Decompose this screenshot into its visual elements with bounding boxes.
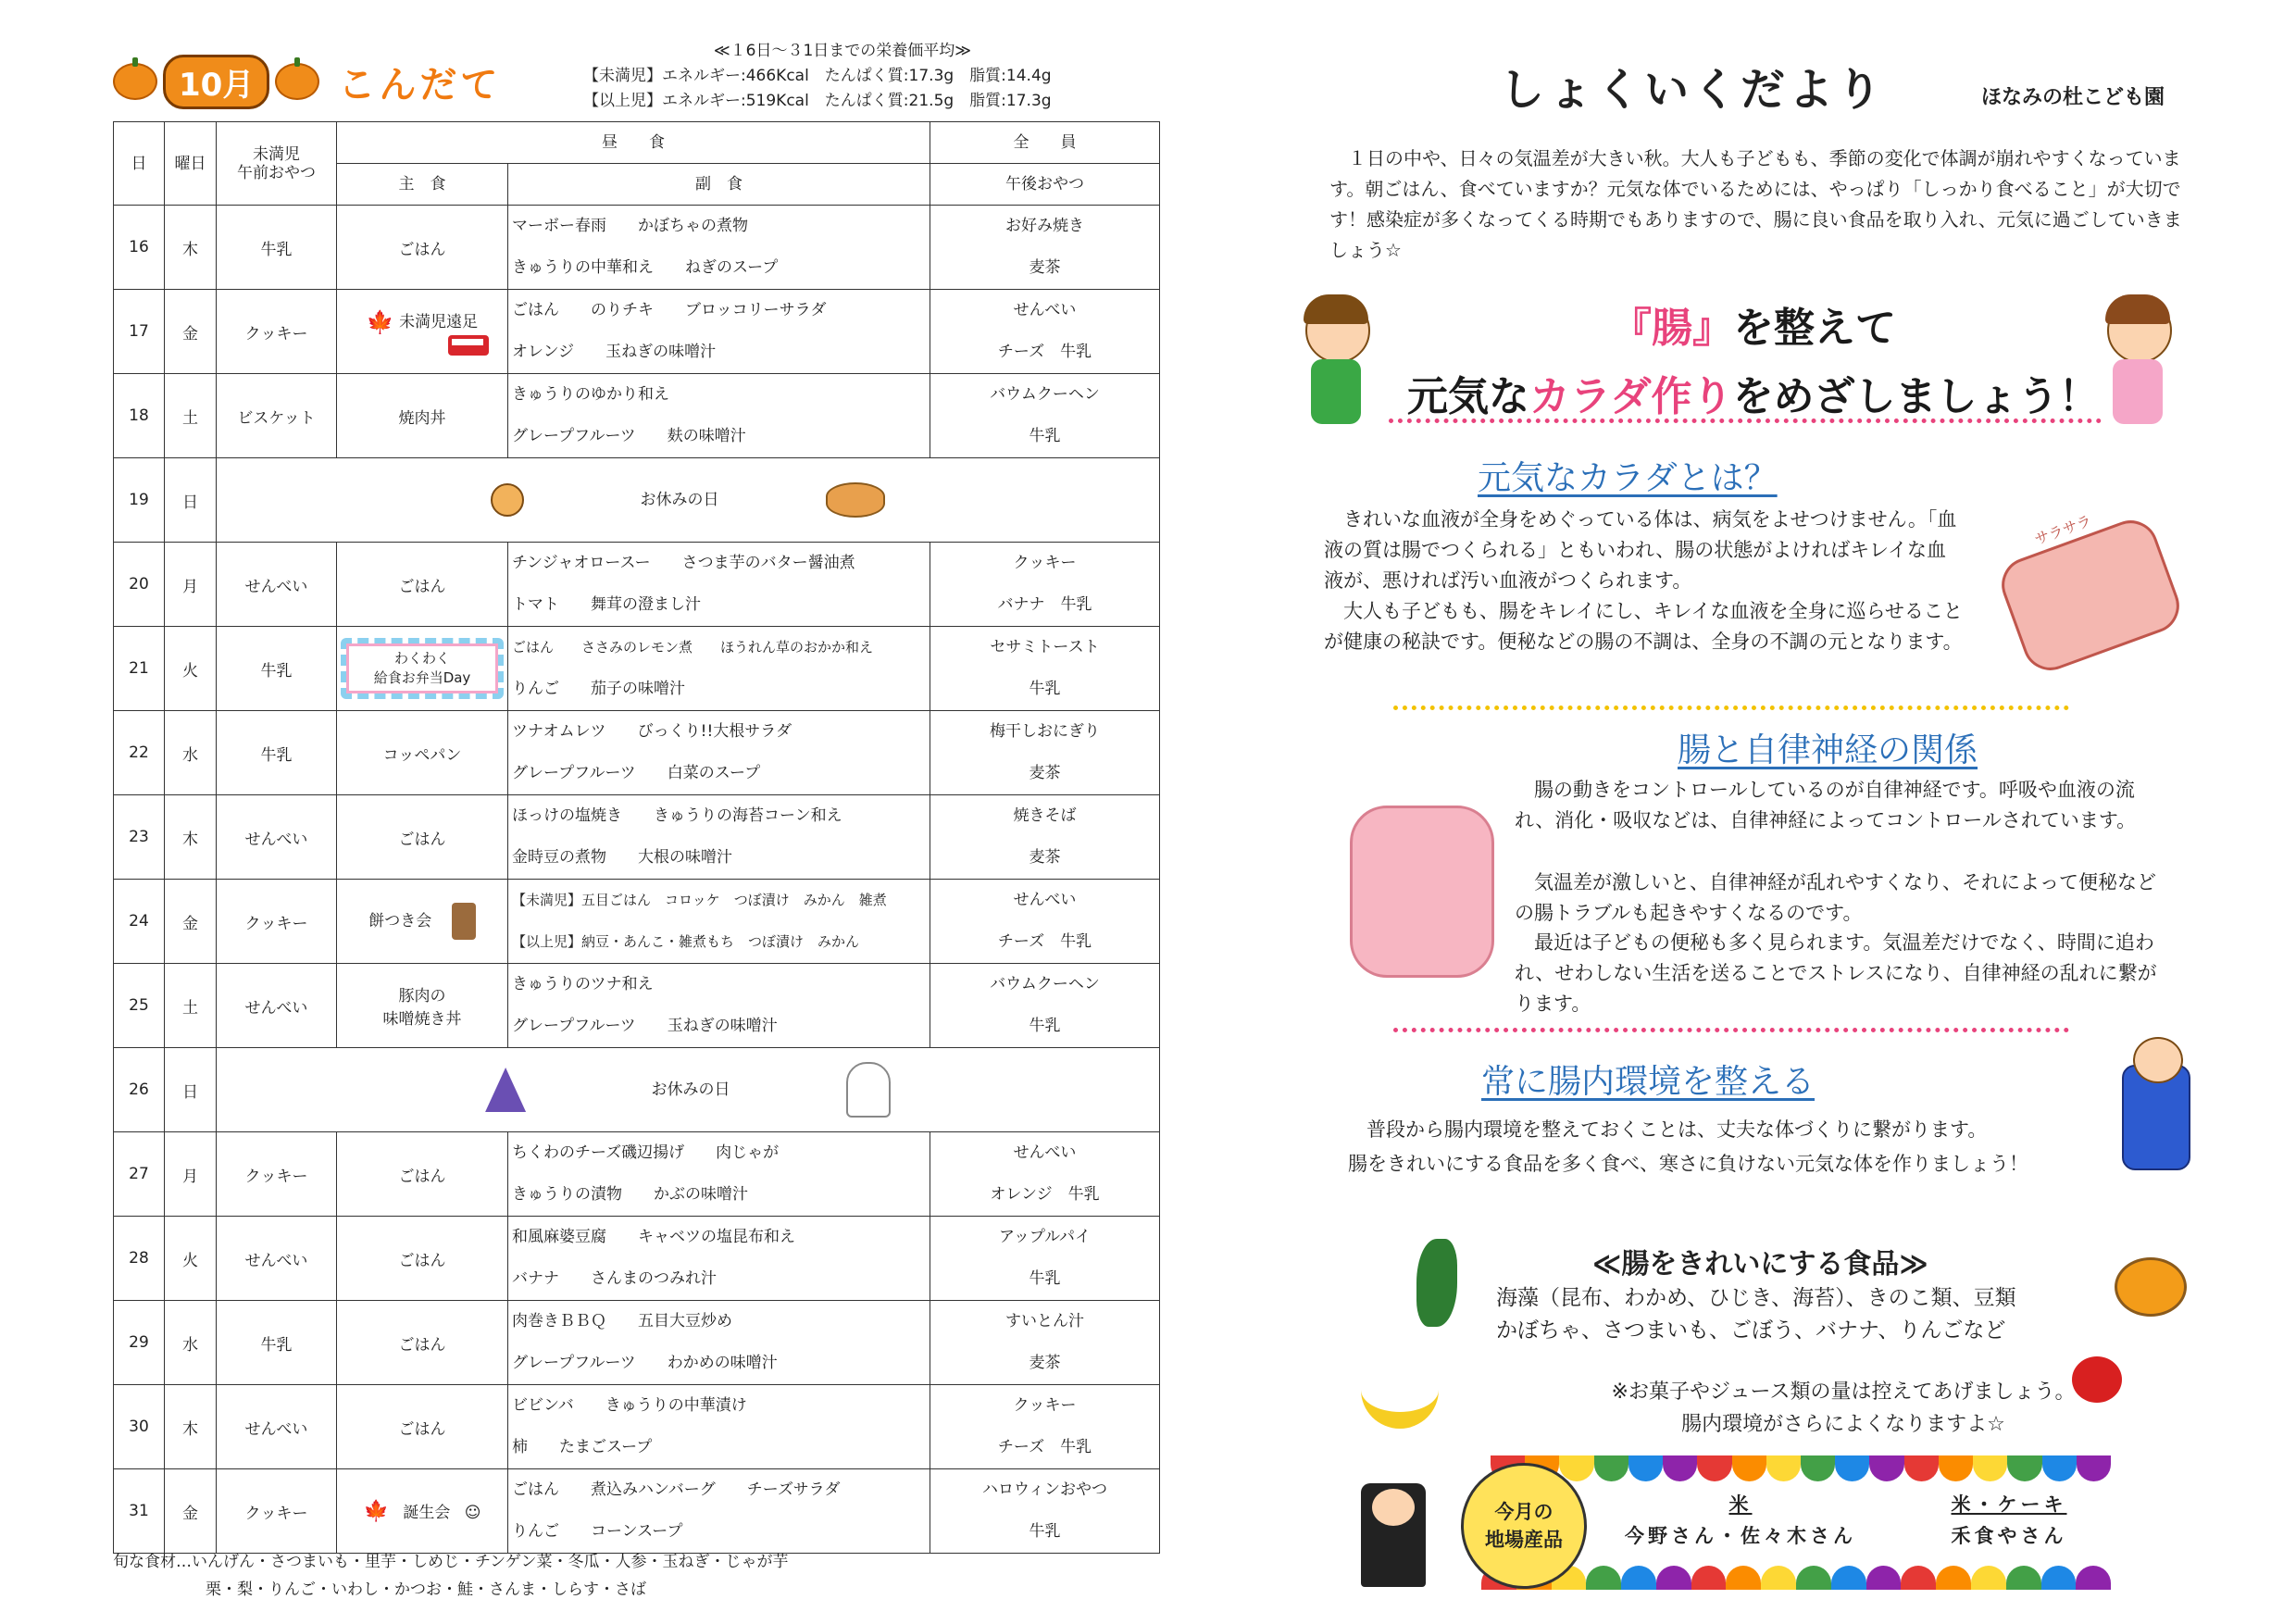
pm-line-1: せんべい bbox=[1013, 1143, 1077, 1162]
row-main bbox=[337, 627, 508, 711]
row-side bbox=[508, 374, 930, 458]
local-produce-badge bbox=[1461, 1463, 1587, 1589]
side-line-1: 【未満児】五目ごはん コロッケ つぼ漬け みかん 雑煮 bbox=[512, 892, 887, 908]
pm-line-2: 麦茶 bbox=[1029, 764, 1061, 782]
ghost-pumpkin-icon bbox=[846, 1062, 891, 1118]
row-afternoon bbox=[930, 1385, 1160, 1469]
row-snack: ビスケット bbox=[217, 374, 337, 458]
row-snack: せんべい bbox=[217, 964, 337, 1048]
flag-segment bbox=[1656, 1566, 1691, 1590]
pm-line-2: 牛乳 bbox=[1029, 427, 1061, 445]
pm-line-1: ハロウィンおやつ bbox=[982, 1480, 1107, 1499]
side-line-1: ごはん のりチキ ブロッコリーサラダ bbox=[512, 301, 827, 319]
side-line-2: 金時豆の煮物 大根の味噌汁 bbox=[512, 848, 732, 867]
pink-dotted-divider bbox=[1393, 1028, 2069, 1032]
flag-segment bbox=[1663, 1455, 1697, 1481]
pm-line-2: 牛乳 bbox=[1029, 1017, 1061, 1035]
badge-line-2: 地場産品 bbox=[1485, 1529, 1563, 1551]
apple-icon bbox=[2072, 1356, 2122, 1403]
holiday-text: お休みの日 bbox=[651, 1081, 730, 1099]
side-line-1: きゅうりのゆかり和え bbox=[512, 385, 669, 404]
side-line-2: グレープフルーツ 麸の味噌汁 bbox=[512, 427, 746, 445]
pm-line-2: 麦茶 bbox=[1029, 848, 1061, 867]
note-line-2: 腸内環境がさらによくなりますよ☆ bbox=[1681, 1413, 2005, 1436]
main-text: 誕生会 bbox=[403, 1504, 451, 1522]
row-weekday: 火 bbox=[165, 1217, 217, 1301]
row-afternoon bbox=[930, 1469, 1160, 1554]
pumpkin-icon bbox=[2115, 1257, 2187, 1317]
row-side bbox=[508, 1385, 930, 1469]
local-produce-box bbox=[1361, 1455, 2111, 1590]
pm-line-1: お好み焼き bbox=[1005, 217, 1084, 235]
samurai-mascot-icon bbox=[1361, 1483, 1426, 1587]
flag-segment bbox=[2076, 1566, 2111, 1590]
badge-line-1: 今月の bbox=[1494, 1501, 1554, 1523]
flag-segment bbox=[1866, 1566, 1902, 1590]
row-main: ごはん bbox=[337, 1385, 508, 1469]
row-weekday: 火 bbox=[165, 627, 217, 711]
flag-segment bbox=[1901, 1566, 1936, 1590]
menu-row-25 bbox=[114, 964, 1160, 1048]
row-afternoon bbox=[930, 711, 1160, 795]
row-weekday: 水 bbox=[165, 1301, 217, 1385]
seasonal-line-2: 栗・梨・りんご・いわし・かつお・鮭・さんま・しらす・さば bbox=[206, 1580, 646, 1599]
flag-segment bbox=[1939, 1455, 1973, 1481]
menu-row-22 bbox=[114, 711, 1160, 795]
row-weekday: 土 bbox=[165, 374, 217, 458]
row-weekday: 木 bbox=[165, 795, 217, 880]
obento-line-1: わくわく bbox=[393, 650, 450, 667]
month-badge: 10月 bbox=[163, 55, 269, 109]
header-weekday: 曜日 bbox=[165, 122, 217, 206]
row-day: 16 bbox=[114, 206, 165, 290]
row-snack: 牛乳 bbox=[217, 1301, 337, 1385]
nutrition-line-under3: 【未満児】エネルギー:466Kcal たんぱく質:17.3g 脂質:14.4g bbox=[583, 67, 1052, 85]
pancake-icon bbox=[826, 482, 885, 518]
row-snack: せんべい bbox=[217, 795, 337, 880]
foods-list bbox=[1496, 1282, 2016, 1347]
row-afternoon bbox=[930, 1132, 1160, 1217]
menu-row-27 bbox=[114, 1132, 1160, 1217]
side-line-1: 肉巻きＢＢＱ 五目大豆炒め bbox=[512, 1312, 732, 1330]
producer-rice-cake-label: 米・ケーキ bbox=[1951, 1493, 2067, 1516]
pm-line-1: セサミトースト bbox=[990, 638, 1100, 656]
row-main: ごはん bbox=[337, 1217, 508, 1301]
row-day: 20 bbox=[114, 543, 165, 627]
row-day: 22 bbox=[114, 711, 165, 795]
pm-line-1: 梅干しおにぎり bbox=[990, 722, 1100, 741]
row-snack: 牛乳 bbox=[217, 711, 337, 795]
banner-line-2 bbox=[1407, 363, 2100, 422]
menu-table bbox=[113, 121, 1160, 1554]
section1-paragraph-2: 大人も子どもも、腸をキレイにし、キレイな血液を全身に巡らせることが健康の秘訣です。便秘などの腸の不調は、全身の不調の元となります。 bbox=[1324, 600, 1963, 653]
row-snack: クッキー bbox=[217, 1132, 337, 1217]
row-weekday: 金 bbox=[165, 880, 217, 964]
obento-day-badge bbox=[341, 638, 504, 699]
side-line-2: グレープフルーツ 白菜のスープ bbox=[512, 764, 761, 782]
flag-segment bbox=[1801, 1455, 1835, 1481]
row-main: ごはん bbox=[337, 1132, 508, 1217]
row-weekday: 日 bbox=[165, 1048, 217, 1132]
section-heading-healthy-body: 元気なカラダとは？ bbox=[1478, 459, 1778, 497]
section1-paragraph-1: きれいな血液が全身をめぐっている体は、病気をよせつけません。「血液の質は腸でつくられる」ともいわれ、腸の状態がよければキレイな血液が、悪ければ汚い血液がつくられます。 bbox=[1324, 508, 1957, 592]
witch-icon bbox=[485, 1068, 526, 1112]
pm-line-1: せんべい bbox=[1013, 301, 1077, 319]
row-snack: 牛乳 bbox=[217, 206, 337, 290]
flag-segment bbox=[1594, 1455, 1628, 1481]
menu-row-24 bbox=[114, 880, 1160, 964]
seasonal-line-1: 旬な食材…いんげん・さつまいも・里芋・しめじ・チンゲン菜・冬瓜・人参・玉ねぎ・じゃが芋 bbox=[113, 1553, 789, 1571]
row-main: ごはん bbox=[337, 795, 508, 880]
flag-segment bbox=[2042, 1455, 2077, 1481]
side-line-1: ツナオムレツ びっくり!!大根サラダ bbox=[512, 722, 792, 741]
school-name: ほなみの杜こども園 bbox=[1981, 86, 2165, 109]
mochi-pounding-icon bbox=[452, 903, 476, 940]
pink-dotted-divider bbox=[1389, 418, 2102, 423]
producer-rice bbox=[1611, 1489, 1870, 1552]
section2-paragraph-3: 最近は子どもの便秘も多く見られます。気温差だけでなく、時間に追われ、せわしない生活を送ることでストレスになり、自律神経の乱れに繋がります。 bbox=[1515, 931, 2157, 1015]
row-day: 23 bbox=[114, 795, 165, 880]
row-main: ごはん bbox=[337, 1301, 508, 1385]
boy-character-icon bbox=[1294, 298, 1378, 437]
foods-note bbox=[1524, 1376, 2163, 1441]
bunting-flags bbox=[1491, 1455, 2111, 1481]
flag-segment bbox=[1904, 1455, 1939, 1481]
holiday-text: お休みの日 bbox=[640, 491, 719, 509]
row-side bbox=[508, 543, 930, 627]
superhero-icon bbox=[2122, 1065, 2190, 1170]
side-line-2: グレープフルーツ わかめの味噌汁 bbox=[512, 1354, 778, 1372]
row-day: 18 bbox=[114, 374, 165, 458]
bus-icon bbox=[448, 335, 489, 356]
flag-segment bbox=[1936, 1566, 1971, 1590]
flag-segment bbox=[2006, 1566, 2041, 1590]
maple-leaf-icon: 🍁 bbox=[366, 308, 394, 335]
row-afternoon bbox=[930, 543, 1160, 627]
header-morning-snack bbox=[217, 122, 337, 206]
row-side bbox=[508, 711, 930, 795]
nutrition-summary bbox=[583, 39, 1102, 114]
row-snack: せんべい bbox=[217, 543, 337, 627]
scallop-border bbox=[1481, 1566, 2111, 1590]
side-line-1: チンジャオロースー さつま芋のバター醤油煮 bbox=[512, 554, 855, 572]
row-snack: クッキー bbox=[217, 1469, 337, 1554]
row-snack: 牛乳 bbox=[217, 627, 337, 711]
row-day: 17 bbox=[114, 290, 165, 374]
section2-paragraph-2: 気温差が激しいと、自律神経が乱れやすくなり、それによって便秘などの腸トラブルも起きやすくなるのです。 bbox=[1515, 871, 2156, 924]
main-line-2: 味噌焼き丼 bbox=[382, 1010, 462, 1029]
menu-row-18 bbox=[114, 374, 1160, 458]
side-line-1: マーボー春雨 かぼちゃの煮物 bbox=[512, 217, 748, 235]
row-weekday: 金 bbox=[165, 290, 217, 374]
banner-accent-2: カラダ作り bbox=[1529, 373, 1733, 420]
row-day: 30 bbox=[114, 1385, 165, 1469]
row-main bbox=[337, 964, 508, 1048]
row-snack: クッキー bbox=[217, 880, 337, 964]
flag-segment bbox=[1869, 1455, 1903, 1481]
blood-vessel-icon bbox=[1994, 513, 2187, 679]
menu-row-17 bbox=[114, 290, 1160, 374]
menu-row-31 bbox=[114, 1469, 1160, 1554]
foods-line-1: 海藻（昆布、わかめ、ひじき、海苔）、きのこ類、豆類 bbox=[1496, 1286, 2016, 1310]
pm-line-1: すいとん汁 bbox=[1005, 1312, 1084, 1330]
row-afternoon bbox=[930, 374, 1160, 458]
row-day: 27 bbox=[114, 1132, 165, 1217]
menu-row-16 bbox=[114, 206, 1160, 290]
section-heading-gut-environment: 常に腸内環境を整える bbox=[1481, 1063, 1816, 1101]
pm-line-1: 焼きそば bbox=[1013, 806, 1077, 825]
pm-line-2: 麦茶 bbox=[1029, 1354, 1061, 1372]
side-line-1: ほっけの塩焼き きゅうりの海苔コーン和え bbox=[512, 806, 842, 825]
row-main: ごはん bbox=[337, 543, 508, 627]
row-afternoon bbox=[930, 627, 1160, 711]
row-weekday: 日 bbox=[165, 458, 217, 543]
flag-segment bbox=[1628, 1455, 1663, 1481]
header-day: 日 bbox=[114, 122, 165, 206]
header-afternoon-snack: 午後おやつ bbox=[930, 164, 1160, 206]
flag-segment bbox=[1971, 1566, 2006, 1590]
row-side bbox=[508, 206, 930, 290]
row-snack: せんべい bbox=[217, 1385, 337, 1469]
menu-row-29 bbox=[114, 1301, 1160, 1385]
row-side bbox=[508, 1301, 930, 1385]
flag-segment bbox=[1973, 1455, 2007, 1481]
flag-segment bbox=[1586, 1566, 1621, 1590]
pm-line-1: クッキー bbox=[1013, 554, 1077, 572]
maple-leaf-icon: 🍁 bbox=[363, 1500, 389, 1523]
pm-line-1: バウムクーヘン bbox=[990, 975, 1100, 993]
row-afternoon bbox=[930, 964, 1160, 1048]
pm-line-1: バウムクーヘン bbox=[990, 385, 1100, 404]
main-text: 未満児遠足 bbox=[399, 312, 479, 331]
row-afternoon bbox=[930, 206, 1160, 290]
producer-rice-cake bbox=[1916, 1489, 2102, 1552]
chestnut-icon bbox=[491, 483, 524, 517]
pm-line-1: せんべい bbox=[1013, 891, 1077, 909]
flag-segment bbox=[2007, 1455, 2041, 1481]
row-weekday: 土 bbox=[165, 964, 217, 1048]
row-snack: せんべい bbox=[217, 1217, 337, 1301]
pm-line-2: 牛乳 bbox=[1029, 1269, 1061, 1288]
menu-title bbox=[113, 54, 501, 109]
pm-line-2: 牛乳 bbox=[1029, 680, 1061, 698]
producer-rice-label: 米 bbox=[1728, 1493, 1753, 1516]
row-main bbox=[337, 880, 508, 964]
side-line-2: きゅうりの漬物 かぶの味噌汁 bbox=[512, 1185, 748, 1204]
header-morning-snack-2: 午前おやつ bbox=[237, 163, 316, 182]
row-day: 21 bbox=[114, 627, 165, 711]
row-day: 28 bbox=[114, 1217, 165, 1301]
section3-line-2: 腸をきれいにする食品を多く食べ、寒さに負けない元気な体を作りましょう！ bbox=[1348, 1153, 2028, 1175]
row-main: コッペパン bbox=[337, 711, 508, 795]
row-side bbox=[508, 964, 930, 1048]
row-weekday: 月 bbox=[165, 1132, 217, 1217]
row-side bbox=[508, 290, 930, 374]
row-day: 31 bbox=[114, 1469, 165, 1554]
row-snack: クッキー bbox=[217, 290, 337, 374]
flag-segment bbox=[1761, 1566, 1796, 1590]
row-side bbox=[508, 880, 930, 964]
intro-paragraph: １日の中や、日々の気温差が大きい秋。大人も子どもも、季節の変化で体調が崩れやすくなっています。朝ごはん、食べていますか？元気な体でいるためには、やっぱり「しっかり食べること」が大切です！感染症が多くなってくる時期でもありますので、腸に良い食品を取り入れ、元気に過ごしていきましょう☆ bbox=[1329, 147, 2182, 261]
row-main: ごはん bbox=[337, 206, 508, 290]
seaweed-icon bbox=[1416, 1239, 1457, 1327]
holiday-cell bbox=[217, 1048, 1160, 1132]
flag-segment bbox=[2077, 1455, 2111, 1481]
menu-row-28 bbox=[114, 1217, 1160, 1301]
nutrition-line-over3: 【以上児】エネルギー:519Kcal たんぱく質:21.5g 脂質:17.3g bbox=[583, 92, 1052, 110]
obento-line-2: 給食お弁当Day bbox=[373, 669, 471, 686]
header-main-dish: 主 食 bbox=[337, 164, 508, 206]
flag-segment bbox=[1697, 1455, 1731, 1481]
row-weekday: 月 bbox=[165, 543, 217, 627]
header-all: 全 員 bbox=[930, 122, 1160, 164]
row-afternoon bbox=[930, 795, 1160, 880]
row-day: 26 bbox=[114, 1048, 165, 1132]
side-line-2: りんご 茄子の味噌汁 bbox=[512, 680, 685, 698]
main-text: 餅つき会 bbox=[368, 912, 432, 931]
seasonal-ingredients bbox=[113, 1548, 788, 1604]
girl-character-icon bbox=[2096, 298, 2179, 437]
foods-title: ≪腸をきれいにする食品≫ bbox=[1592, 1248, 1928, 1280]
pm-line-2: チーズ 牛乳 bbox=[997, 1438, 1092, 1456]
header-lunch: 昼 食 bbox=[337, 122, 930, 164]
section3-line-1: 普段から腸内環境を整えておくことは、丈夫な体づくりに繋がります。 bbox=[1366, 1118, 1988, 1141]
banner-rest-1: を整えて bbox=[1733, 305, 1896, 352]
section2-paragraph-1: 腸の動きをコントロールしているのが自律神経です。呼吸や血液の流れ、消化・吸収などは、自律神経によってコントロールされています。 bbox=[1515, 779, 2137, 831]
holiday-cell bbox=[217, 458, 1160, 543]
side-line-1: きゅうりのツナ和え bbox=[512, 975, 654, 993]
row-weekday: 水 bbox=[165, 711, 217, 795]
row-afternoon bbox=[930, 290, 1160, 374]
row-weekday: 木 bbox=[165, 1385, 217, 1469]
side-line-2: 【以上児】納豆・あんこ・雑煮もち つぼ漬け みかん bbox=[512, 933, 860, 950]
pumpkin-icon bbox=[113, 63, 157, 100]
side-line-1: ごはん ささみのレモン煮 ほうれん草のおかか和え bbox=[512, 639, 874, 656]
yellow-dotted-divider bbox=[1393, 706, 2069, 710]
side-line-2: トマト 舞茸の澄まし汁 bbox=[512, 595, 701, 614]
menu-row-26 bbox=[114, 1048, 1160, 1132]
pumpkin-icon bbox=[275, 63, 319, 100]
row-day: 24 bbox=[114, 880, 165, 964]
side-line-2: きゅうりの中華和え ねぎのスープ bbox=[512, 258, 779, 277]
row-side bbox=[508, 1132, 930, 1217]
section-heading-autonomic: 腸と自律神経の関係 bbox=[1678, 731, 1978, 769]
newsletter-title: しょくいくだより bbox=[1500, 64, 1886, 116]
side-line-1: ごはん 煮込みハンバーグ チーズサラダ bbox=[512, 1480, 841, 1499]
header-side-dish: 副 食 bbox=[508, 164, 930, 206]
flag-segment bbox=[1621, 1566, 1656, 1590]
row-main: 焼肉丼 bbox=[337, 374, 508, 458]
row-afternoon bbox=[930, 880, 1160, 964]
side-line-1: ちくわのチーズ磯辺揚げ 肉じゃが bbox=[512, 1143, 780, 1162]
intestine-character-icon bbox=[1350, 806, 1494, 978]
flag-segment bbox=[1766, 1455, 1801, 1481]
flag-segment bbox=[2041, 1566, 2077, 1590]
row-afternoon bbox=[930, 1217, 1160, 1301]
pm-line-2: 牛乳 bbox=[1029, 1522, 1061, 1541]
smile-icon: ☺ bbox=[464, 1504, 481, 1522]
pm-line-2: チーズ 牛乳 bbox=[997, 343, 1092, 361]
row-side bbox=[508, 1217, 930, 1301]
flag-segment bbox=[1831, 1566, 1866, 1590]
pm-line-1: クッキー bbox=[1013, 1396, 1077, 1415]
side-line-1: 和風麻婆豆腐 キャベツの塩昆布和え bbox=[512, 1228, 795, 1246]
producer-rice-names: 今野さん・佐々木さん bbox=[1625, 1525, 1856, 1547]
menu-row-19 bbox=[114, 458, 1160, 543]
banner-pre-2: 元気な bbox=[1407, 373, 1529, 420]
row-day: 29 bbox=[114, 1301, 165, 1385]
row-side bbox=[508, 1469, 930, 1554]
banner-rest-2: をめざしましょう！ bbox=[1732, 373, 2100, 420]
menu-title-text: こんだて bbox=[338, 63, 502, 106]
banner-accent-1: 『腸』 bbox=[1611, 305, 1733, 352]
side-line-2: 柿 たまごスープ bbox=[512, 1438, 653, 1456]
pm-line-2: バナナ 牛乳 bbox=[997, 595, 1092, 614]
sarasara-text: サラサラ bbox=[2032, 511, 2094, 549]
row-weekday: 木 bbox=[165, 206, 217, 290]
side-line-2: オレンジ 玉ねぎの味噌汁 bbox=[512, 343, 717, 361]
main-line-1: 豚肉の bbox=[398, 987, 446, 1006]
row-day: 19 bbox=[114, 458, 165, 543]
side-line-2: グレープフルーツ 玉ねぎの味噌汁 bbox=[512, 1017, 778, 1035]
row-main bbox=[337, 1469, 508, 1554]
flag-segment bbox=[1691, 1566, 1727, 1590]
flag-segment bbox=[1726, 1566, 1761, 1590]
pm-line-2: 麦茶 bbox=[1029, 258, 1061, 277]
flag-segment bbox=[1732, 1455, 1766, 1481]
menu-row-21 bbox=[114, 627, 1160, 711]
pm-line-2: オレンジ 牛乳 bbox=[990, 1185, 1100, 1204]
header-morning-snack-1: 未満児 bbox=[253, 144, 300, 164]
side-line-1: ビビンバ きゅうりの中華漬け bbox=[512, 1396, 747, 1415]
row-day: 25 bbox=[114, 964, 165, 1048]
banner-line-1 bbox=[1611, 294, 1896, 354]
flag-segment bbox=[1796, 1566, 1831, 1590]
menu-row-20 bbox=[114, 543, 1160, 627]
producer-rice-cake-names: 禾食やさん bbox=[1951, 1525, 2067, 1547]
pm-line-1: アップルパイ bbox=[999, 1228, 1091, 1246]
banana-icon bbox=[1361, 1338, 1439, 1429]
menu-row-23 bbox=[114, 795, 1160, 880]
row-side bbox=[508, 795, 930, 880]
row-afternoon bbox=[930, 1301, 1160, 1385]
side-line-2: りんご コーンスープ bbox=[512, 1522, 683, 1541]
row-main bbox=[337, 290, 508, 374]
row-weekday: 金 bbox=[165, 1469, 217, 1554]
nutrition-heading: ≪１6日～３1日までの栄養価平均≫ bbox=[713, 42, 972, 60]
flag-segment bbox=[1835, 1455, 1869, 1481]
foods-line-2: かぼちゃ、さつまいも、ごぼう、バナナ、りんごなど bbox=[1496, 1318, 2006, 1343]
note-line-1: ※お菓子やジュース類の量は控えてあげましょう。 bbox=[1611, 1380, 2076, 1404]
row-side bbox=[508, 627, 930, 711]
pm-line-2: チーズ 牛乳 bbox=[997, 932, 1092, 951]
side-line-2: バナナ さんまのつみれ汁 bbox=[512, 1269, 717, 1288]
menu-row-30 bbox=[114, 1385, 1160, 1469]
